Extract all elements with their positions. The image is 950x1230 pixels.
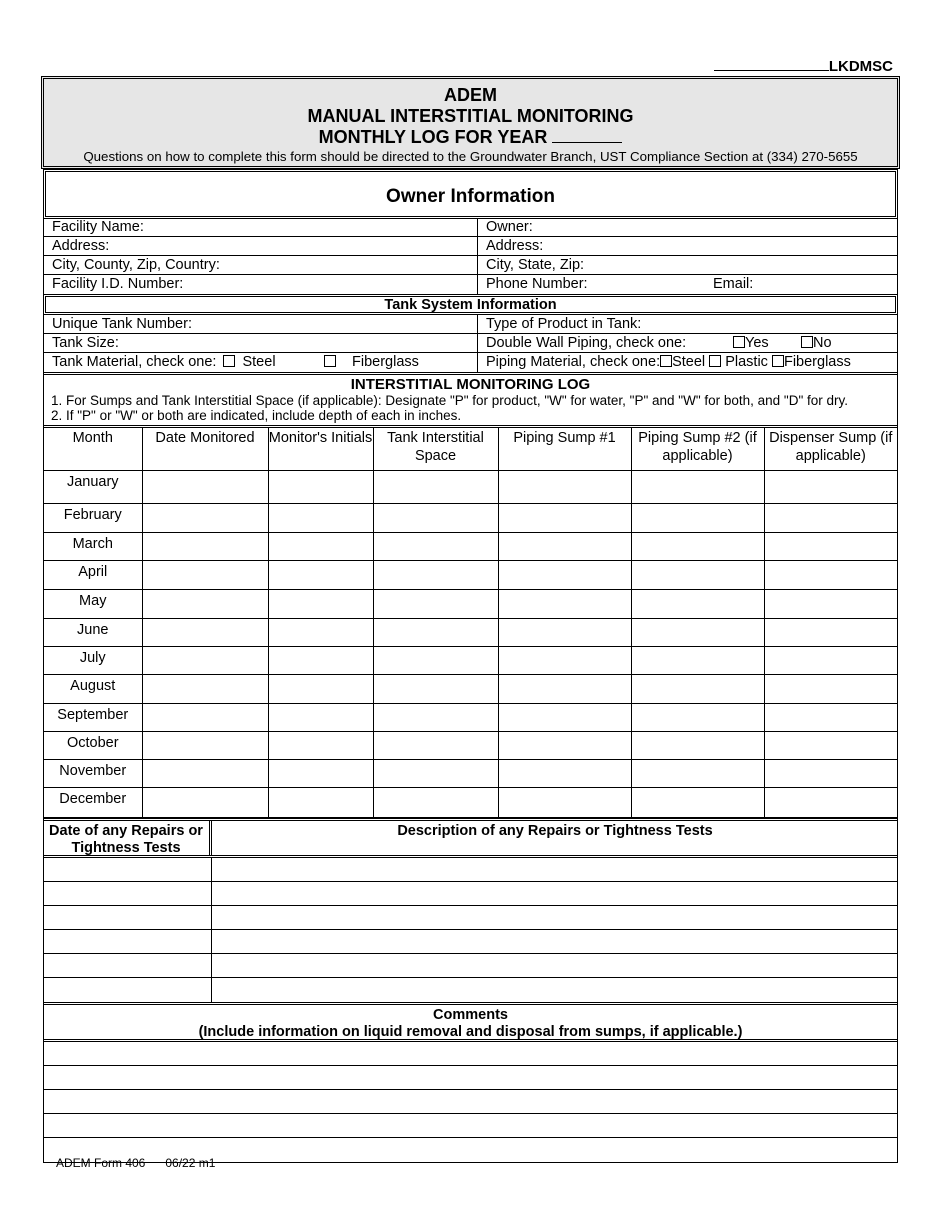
log-entry-cell[interactable] bbox=[631, 503, 764, 532]
owner-city-field[interactable]: City, State, Zip: bbox=[486, 257, 585, 273]
month-row bbox=[44, 674, 897, 703]
yes-checkbox[interactable] bbox=[733, 336, 745, 348]
repair-date-cell[interactable] bbox=[44, 954, 212, 977]
tank-material-cell bbox=[44, 353, 478, 372]
piping-fiberglass-label: Fiberglass bbox=[783, 354, 851, 370]
month-row bbox=[44, 646, 897, 674]
comments-header bbox=[43, 1002, 898, 1042]
monitoring-table bbox=[44, 428, 897, 818]
month-label: May bbox=[44, 589, 142, 618]
log-entry-cell[interactable] bbox=[764, 618, 897, 646]
form-number: ADEM Form 406 bbox=[56, 1156, 146, 1170]
form-footer bbox=[56, 1156, 215, 1170]
log-entry-cell[interactable] bbox=[764, 589, 897, 618]
no-checkbox[interactable] bbox=[801, 336, 813, 348]
piping-material-label: Piping Material, check one: bbox=[486, 354, 661, 370]
column-header: Piping Sump #1 bbox=[498, 428, 631, 470]
tank-fiberglass-checkbox[interactable] bbox=[324, 355, 336, 367]
log-entry-cell[interactable] bbox=[498, 674, 631, 703]
column-header: Tank Interstitial Space bbox=[373, 428, 498, 470]
no-label: No bbox=[813, 335, 832, 351]
repair-date-cell[interactable] bbox=[44, 906, 212, 929]
log-entry-cell[interactable] bbox=[764, 560, 897, 589]
log-entry-cell[interactable] bbox=[268, 674, 373, 703]
log-entry-cell[interactable] bbox=[498, 532, 631, 560]
repair-date-cell[interactable] bbox=[44, 882, 212, 905]
month-label: April bbox=[44, 560, 142, 589]
log-entry-cell[interactable] bbox=[268, 560, 373, 589]
log-entry-cell[interactable] bbox=[142, 560, 268, 589]
agency-name: ADEM bbox=[444, 85, 497, 105]
month-label: November bbox=[44, 759, 142, 787]
log-entry-cell[interactable] bbox=[764, 674, 897, 703]
log-entry-cell[interactable] bbox=[142, 503, 268, 532]
tank-material-label: Tank Material, check one: bbox=[52, 354, 217, 370]
piping-plastic-checkbox[interactable] bbox=[709, 355, 721, 367]
log-entry-cell[interactable] bbox=[268, 787, 373, 817]
tank-row bbox=[44, 353, 897, 372]
log-entry-cell[interactable] bbox=[764, 787, 897, 817]
comments-title: Comments bbox=[433, 1006, 508, 1023]
subtitle-text: MONTHLY LOG FOR YEAR bbox=[318, 127, 548, 147]
repair-desc-cell[interactable] bbox=[212, 930, 897, 953]
form-code-blank[interactable] bbox=[714, 57, 829, 71]
log-entry-cell[interactable] bbox=[268, 759, 373, 787]
month-row bbox=[44, 503, 897, 532]
yes-label: Yes bbox=[745, 335, 769, 351]
month-row bbox=[44, 560, 897, 589]
piping-plastic-label: Plastic bbox=[725, 354, 768, 370]
phone-field[interactable]: Phone Number: bbox=[486, 276, 588, 292]
month-row bbox=[44, 703, 897, 731]
log-entry-cell[interactable] bbox=[764, 503, 897, 532]
log-entry-cell[interactable] bbox=[764, 703, 897, 731]
tank-row bbox=[44, 315, 897, 334]
month-row bbox=[44, 787, 897, 817]
repair-row bbox=[44, 882, 897, 906]
log-entry-cell[interactable] bbox=[764, 470, 897, 503]
owner-info-title: Owner Information bbox=[43, 169, 898, 219]
log-entry-cell[interactable] bbox=[498, 787, 631, 817]
log-entry-cell[interactable] bbox=[142, 703, 268, 731]
month-row bbox=[44, 532, 897, 560]
month-label: January bbox=[44, 470, 142, 503]
log-entry-cell[interactable] bbox=[373, 618, 498, 646]
monitoring-header-row bbox=[44, 428, 897, 470]
log-entry-cell[interactable] bbox=[142, 618, 268, 646]
instruction-2: 2. If "P" or "W" or both are indicated, include depth of each in inches. bbox=[51, 408, 462, 423]
log-entry-cell[interactable] bbox=[373, 674, 498, 703]
tank-fiberglass-label: Fiberglass bbox=[352, 354, 419, 370]
repair-row bbox=[44, 978, 897, 1002]
owner-row bbox=[44, 275, 897, 294]
repair-desc-cell[interactable] bbox=[212, 858, 897, 881]
comment-line[interactable] bbox=[44, 1066, 897, 1090]
log-entry-cell[interactable] bbox=[631, 646, 764, 674]
log-entry-cell[interactable] bbox=[373, 787, 498, 817]
owner-row bbox=[44, 218, 897, 237]
repairs-body bbox=[44, 858, 897, 1002]
log-entry-cell[interactable] bbox=[498, 759, 631, 787]
month-label: June bbox=[44, 618, 142, 646]
tank-fiberglass-option[interactable] bbox=[324, 353, 419, 371]
form-code bbox=[714, 57, 893, 75]
tank-info-title: Tank System Information bbox=[43, 294, 898, 315]
form-body bbox=[43, 169, 898, 1163]
log-entry-cell[interactable] bbox=[764, 731, 897, 759]
repair-row bbox=[44, 954, 897, 978]
repairs-header bbox=[43, 818, 898, 858]
facility-address-field[interactable]: Address: bbox=[44, 237, 478, 255]
double-wall-cell bbox=[478, 334, 897, 352]
log-title: INTERSTITIAL MONITORING LOG bbox=[350, 376, 591, 393]
comments-subtitle: (Include information on liquid removal and disposal from sumps, if applicable.) bbox=[198, 1023, 743, 1040]
month-row bbox=[44, 759, 897, 787]
repair-row bbox=[44, 930, 897, 954]
owner-field[interactable]: Owner: bbox=[486, 219, 533, 235]
log-entry-cell[interactable] bbox=[498, 503, 631, 532]
month-label: July bbox=[44, 646, 142, 674]
month-label: October bbox=[44, 731, 142, 759]
log-entry-cell[interactable] bbox=[631, 759, 764, 787]
column-header: Piping Sump #2 (if applicable) bbox=[631, 428, 764, 470]
repair-date-cell[interactable] bbox=[44, 858, 212, 881]
double-wall-no[interactable] bbox=[801, 334, 832, 352]
log-entry-cell[interactable] bbox=[631, 532, 764, 560]
log-entry-cell[interactable] bbox=[268, 470, 373, 503]
unique-tank-field[interactable]: Unique Tank Number: bbox=[44, 315, 478, 333]
repair-date-cell[interactable] bbox=[44, 930, 212, 953]
log-entry-cell[interactable] bbox=[268, 703, 373, 731]
log-entry-cell[interactable] bbox=[268, 503, 373, 532]
log-entry-cell[interactable] bbox=[373, 503, 498, 532]
column-header: Dispenser Sump (if applicable) bbox=[764, 428, 897, 470]
log-entry-cell[interactable] bbox=[631, 560, 764, 589]
tank-row bbox=[44, 334, 897, 353]
month-label: March bbox=[44, 532, 142, 560]
monitoring-body bbox=[44, 470, 897, 817]
log-entry-cell[interactable] bbox=[764, 646, 897, 674]
column-header: Date Monitored bbox=[142, 428, 268, 470]
month-label: February bbox=[44, 503, 142, 532]
month-label: August bbox=[44, 674, 142, 703]
log-entry-cell[interactable] bbox=[373, 560, 498, 589]
log-entry-cell[interactable] bbox=[142, 470, 268, 503]
log-entry-cell[interactable] bbox=[142, 759, 268, 787]
log-entry-cell[interactable] bbox=[764, 532, 897, 560]
repair-desc-cell[interactable] bbox=[212, 954, 897, 977]
owner-address-field[interactable]: Address: bbox=[486, 238, 544, 254]
log-entry-cell[interactable] bbox=[498, 646, 631, 674]
log-entry-cell[interactable] bbox=[498, 589, 631, 618]
tank-steel-checkbox[interactable] bbox=[223, 355, 235, 367]
month-label: September bbox=[44, 703, 142, 731]
log-entry-cell[interactable] bbox=[631, 703, 764, 731]
comments-body bbox=[44, 1042, 897, 1162]
log-entry-cell[interactable] bbox=[142, 731, 268, 759]
comment-line[interactable] bbox=[44, 1090, 897, 1114]
tank-size-field[interactable]: Tank Size: bbox=[44, 334, 478, 352]
instruction-1: 1. For Sumps and Tank Interstitial Space (if applicable): Designate "P" for product, "W" for water, "P" and "W" for both, and "D" for dry. bbox=[51, 393, 849, 408]
log-entry-cell[interactable] bbox=[631, 589, 764, 618]
log-instructions bbox=[43, 372, 898, 428]
month-row bbox=[44, 731, 897, 759]
column-header: Month bbox=[44, 428, 142, 470]
repair-desc-cell[interactable] bbox=[212, 882, 897, 905]
log-entry-cell[interactable] bbox=[142, 532, 268, 560]
piping-material-cell bbox=[478, 353, 897, 372]
comment-line[interactable] bbox=[44, 1114, 897, 1138]
log-entry-cell[interactable] bbox=[268, 646, 373, 674]
double-wall-yes[interactable] bbox=[733, 334, 769, 352]
comment-line[interactable] bbox=[44, 1042, 897, 1066]
form-header bbox=[41, 76, 900, 169]
log-entry-cell[interactable] bbox=[268, 618, 373, 646]
log-entry-cell[interactable] bbox=[142, 589, 268, 618]
log-entry-cell[interactable] bbox=[268, 589, 373, 618]
column-header: Monitor's Initials bbox=[268, 428, 373, 470]
log-entry-cell[interactable] bbox=[498, 731, 631, 759]
log-entry-cell[interactable] bbox=[142, 646, 268, 674]
log-entry-cell[interactable] bbox=[373, 532, 498, 560]
header-note: Questions on how to complete this form should be directed to the Groundwater Branch, UST Compliance Section at (334) 270-5655 bbox=[83, 149, 858, 164]
facility-id-field[interactable]: Facility I.D. Number: bbox=[44, 275, 478, 294]
repair-desc-cell[interactable] bbox=[212, 906, 897, 929]
double-wall-label: Double Wall Piping, check one: bbox=[486, 335, 687, 351]
repair-row bbox=[44, 858, 897, 882]
repair-desc-cell[interactable] bbox=[212, 978, 897, 1002]
log-entry-cell[interactable] bbox=[498, 618, 631, 646]
repair-row bbox=[44, 906, 897, 930]
log-entry-cell[interactable] bbox=[631, 470, 764, 503]
log-entry-cell[interactable] bbox=[268, 532, 373, 560]
log-entry-cell[interactable] bbox=[373, 646, 498, 674]
repair-date-header: Date of any Repairs or Tightness Tests bbox=[43, 821, 212, 855]
log-entry-cell[interactable] bbox=[764, 759, 897, 787]
log-entry-cell[interactable] bbox=[373, 759, 498, 787]
log-entry-cell[interactable] bbox=[631, 674, 764, 703]
log-entry-cell[interactable] bbox=[373, 470, 498, 503]
log-entry-cell[interactable] bbox=[631, 731, 764, 759]
month-row bbox=[44, 618, 897, 646]
piping-fiberglass-checkbox[interactable] bbox=[772, 355, 784, 367]
log-entry-cell[interactable] bbox=[142, 674, 268, 703]
log-entry-cell[interactable] bbox=[268, 731, 373, 759]
owner-row bbox=[44, 256, 897, 275]
facility-city-field[interactable]: City, County, Zip, Country: bbox=[44, 256, 478, 274]
year-field[interactable] bbox=[552, 129, 622, 143]
repair-desc-header: Description of any Repairs or Tightness Tests bbox=[397, 822, 713, 839]
log-entry-cell[interactable] bbox=[631, 618, 764, 646]
owner-row bbox=[44, 237, 897, 256]
log-entry-cell[interactable] bbox=[373, 589, 498, 618]
product-type-field[interactable]: Type of Product in Tank: bbox=[486, 316, 642, 332]
phone-email-cell bbox=[478, 275, 897, 294]
log-entry-cell[interactable] bbox=[498, 560, 631, 589]
repair-date-cell[interactable] bbox=[44, 978, 212, 1002]
log-entry-cell[interactable] bbox=[373, 703, 498, 731]
tank-steel-label: Steel bbox=[242, 354, 276, 370]
month-label: December bbox=[44, 787, 142, 817]
month-row bbox=[44, 589, 897, 618]
log-entry-cell[interactable] bbox=[373, 731, 498, 759]
form-subtitle bbox=[44, 127, 897, 148]
email-field[interactable]: Email: bbox=[713, 276, 754, 292]
form-title: MANUAL INTERSTITIAL MONITORING bbox=[307, 106, 634, 126]
log-entry-cell[interactable] bbox=[631, 787, 764, 817]
month-row bbox=[44, 470, 897, 503]
facility-name-field[interactable]: Facility Name: bbox=[44, 218, 478, 236]
log-entry-cell[interactable] bbox=[142, 787, 268, 817]
form-version: 06/22 m1 bbox=[165, 1156, 216, 1170]
piping-steel-checkbox[interactable] bbox=[660, 355, 672, 367]
piping-steel-label: Steel bbox=[672, 354, 706, 370]
form-code-text: LKDMSC bbox=[828, 58, 893, 75]
log-entry-cell[interactable] bbox=[498, 703, 631, 731]
log-entry-cell[interactable] bbox=[498, 470, 631, 503]
